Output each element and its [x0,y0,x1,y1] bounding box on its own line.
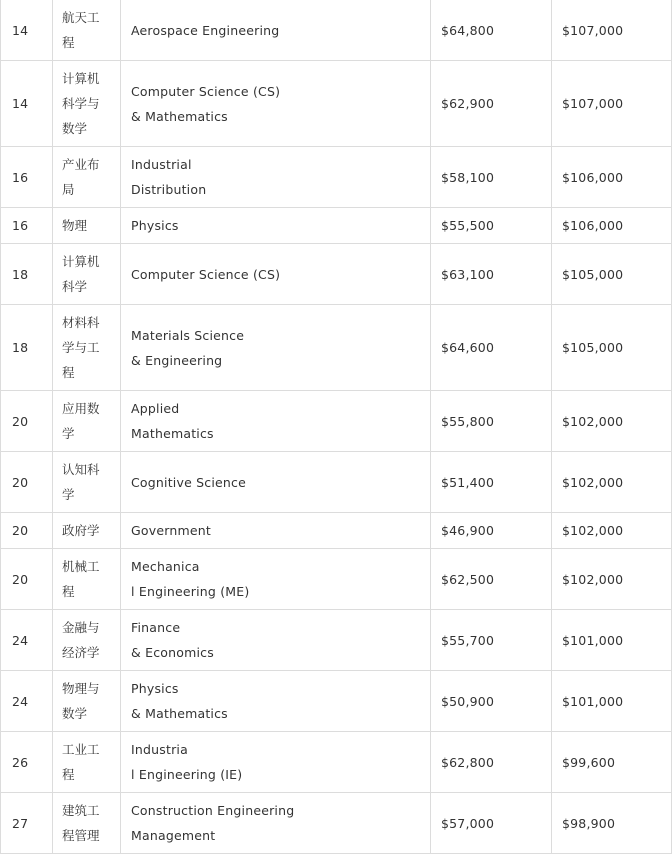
rank-cell: 14 [1,0,53,61]
rank-cell: 20 [1,452,53,513]
starting-salary-cell: $55,500 [431,208,552,244]
mid-career-salary-cell: $102,000 [552,549,672,610]
major-english-cell: Industrial Distribution [121,147,431,208]
table-row [1,0,672,61]
table-body [1,0,672,854]
mid-career-salary-cell: $98,900 [552,793,672,854]
major-english-cell: Applied Mathematics [121,391,431,452]
mid-career-salary-cell: $102,000 [552,391,672,452]
starting-salary-cell: $62,500 [431,549,552,610]
mid-career-salary-cell: $106,000 [552,208,672,244]
major-english-cell: Materials Science & Engineering [121,305,431,391]
major-chinese-cell: 机械工 程 [53,549,121,610]
table-row [1,208,672,244]
starting-salary-cell: $55,800 [431,391,552,452]
rank-cell: 24 [1,671,53,732]
rank-cell: 20 [1,391,53,452]
major-chinese-cell: 建筑工 程管理 [53,793,121,854]
major-english-cell: Industria l Engineering (IE) [121,732,431,793]
table-row [1,147,672,208]
rank-cell: 24 [1,610,53,671]
starting-salary-cell: $55,700 [431,610,552,671]
mid-career-salary-cell: $99,600 [552,732,672,793]
starting-salary-cell: $50,900 [431,671,552,732]
table-row [1,671,672,732]
table-row [1,61,672,147]
major-english-cell: Cognitive Science [121,452,431,513]
table-row [1,391,672,452]
major-english-cell: Government [121,513,431,549]
major-english-cell: Aerospace Engineering [121,0,431,61]
major-english-cell: Physics & Mathematics [121,671,431,732]
major-english-cell: Construction Engineering Management [121,793,431,854]
major-english-cell: Mechanica l Engineering (ME) [121,549,431,610]
table-row [1,793,672,854]
starting-salary-cell: $64,600 [431,305,552,391]
rank-cell: 20 [1,513,53,549]
starting-salary-cell: $58,100 [431,147,552,208]
rank-cell: 16 [1,147,53,208]
table-row [1,549,672,610]
mid-career-salary-cell: $106,000 [552,147,672,208]
major-english-cell: Finance & Economics [121,610,431,671]
major-chinese-cell: 产业布 局 [53,147,121,208]
starting-salary-cell: $64,800 [431,0,552,61]
mid-career-salary-cell: $101,000 [552,610,672,671]
table-row [1,732,672,793]
rank-cell: 18 [1,305,53,391]
rank-cell: 14 [1,61,53,147]
major-chinese-cell: 工业工 程 [53,732,121,793]
rank-cell: 18 [1,244,53,305]
starting-salary-cell: $51,400 [431,452,552,513]
rank-cell: 20 [1,549,53,610]
mid-career-salary-cell: $102,000 [552,513,672,549]
major-english-cell: Physics [121,208,431,244]
starting-salary-cell: $62,800 [431,732,552,793]
rank-cell: 16 [1,208,53,244]
starting-salary-cell: $62,900 [431,61,552,147]
major-chinese-cell: 计算机 科学 [53,244,121,305]
mid-career-salary-cell: $105,000 [552,244,672,305]
major-chinese-cell: 航天工 程 [53,0,121,61]
table-row [1,305,672,391]
major-chinese-cell: 材料科 学与工 程 [53,305,121,391]
mid-career-salary-cell: $107,000 [552,0,672,61]
rank-cell: 26 [1,732,53,793]
starting-salary-cell: $63,100 [431,244,552,305]
major-chinese-cell: 物理 [53,208,121,244]
table-row [1,610,672,671]
mid-career-salary-cell: $105,000 [552,305,672,391]
major-chinese-cell: 认知科 学 [53,452,121,513]
mid-career-salary-cell: $107,000 [552,61,672,147]
major-chinese-cell: 政府学 [53,513,121,549]
major-english-cell: Computer Science (CS) & Mathematics [121,61,431,147]
starting-salary-cell: $57,000 [431,793,552,854]
rank-cell: 27 [1,793,53,854]
major-chinese-cell: 计算机 科学与 数学 [53,61,121,147]
major-chinese-cell: 物理与 数学 [53,671,121,732]
mid-career-salary-cell: $102,000 [552,452,672,513]
mid-career-salary-cell: $101,000 [552,671,672,732]
starting-salary-cell: $46,900 [431,513,552,549]
major-english-cell: Computer Science (CS) [121,244,431,305]
table-row [1,244,672,305]
major-chinese-cell: 应用数 学 [53,391,121,452]
table-row [1,452,672,513]
table-row [1,513,672,549]
major-chinese-cell: 金融与 经济学 [53,610,121,671]
